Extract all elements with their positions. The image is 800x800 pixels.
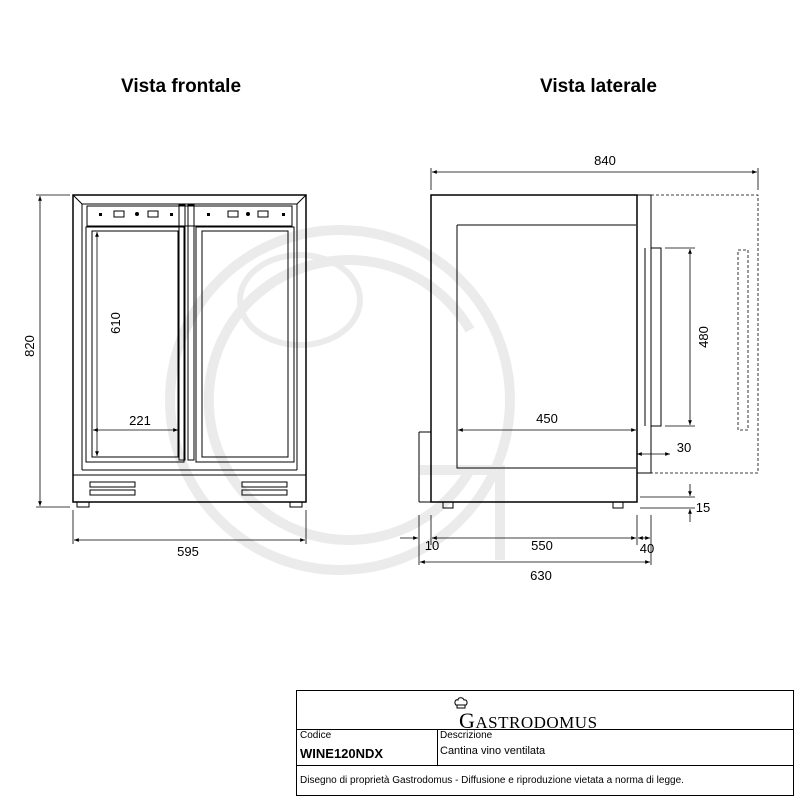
title-block-logo-row xyxy=(297,691,793,733)
front-panel-icons xyxy=(99,211,285,217)
brand-logo-text: GASTRODOMUS xyxy=(459,708,598,733)
code-value: WINE120NDX xyxy=(300,746,384,761)
dim-side-handle-offset: 30 xyxy=(676,440,692,455)
front-vent-left-2 xyxy=(90,490,135,495)
side-inner-panel xyxy=(457,225,636,468)
description-label: Descrizione xyxy=(440,730,493,741)
front-vent-left-1 xyxy=(90,482,135,487)
code-label: Codice xyxy=(300,730,332,741)
front-view-title: Vista frontale xyxy=(121,76,242,97)
dim-side-body-depth: 550 xyxy=(531,538,553,553)
description-value: Cantina vino ventilata xyxy=(440,745,546,757)
dim-side-door-depth: 40 xyxy=(639,541,655,556)
title-block-info-row xyxy=(297,729,793,766)
copyright-notice: Disegno di proprietà Gastrodomus - Diffusione e riproduzione vietata a norma di legge. xyxy=(300,775,684,786)
side-view xyxy=(419,195,661,508)
code-cell xyxy=(297,729,438,765)
side-door xyxy=(637,195,651,473)
dim-side-handle-height: 480 xyxy=(696,326,711,348)
side-foot-front xyxy=(613,502,623,508)
side-cabinet xyxy=(431,195,637,502)
dim-front-door-width: 221 xyxy=(129,413,151,428)
watermark-logo xyxy=(170,230,510,570)
dim-side-back-offset: 10 xyxy=(424,538,440,553)
dim-front-door-height: 610 xyxy=(108,312,123,334)
dim-side-depth-open: 840 xyxy=(594,153,616,168)
side-view-title: Vista laterale xyxy=(540,76,657,97)
side-handle xyxy=(651,248,661,426)
description-cell xyxy=(437,729,793,765)
dim-front-height: 820 xyxy=(22,335,37,357)
front-control-panel xyxy=(87,206,292,226)
dim-front-width: 595 xyxy=(177,544,199,559)
front-vent-right-1 xyxy=(242,482,287,487)
dim-side-feet-height: 15 xyxy=(695,500,711,515)
title-block xyxy=(296,690,794,796)
dim-side-inner-depth: 450 xyxy=(536,411,558,426)
dim-side-total-depth: 630 xyxy=(530,568,552,583)
